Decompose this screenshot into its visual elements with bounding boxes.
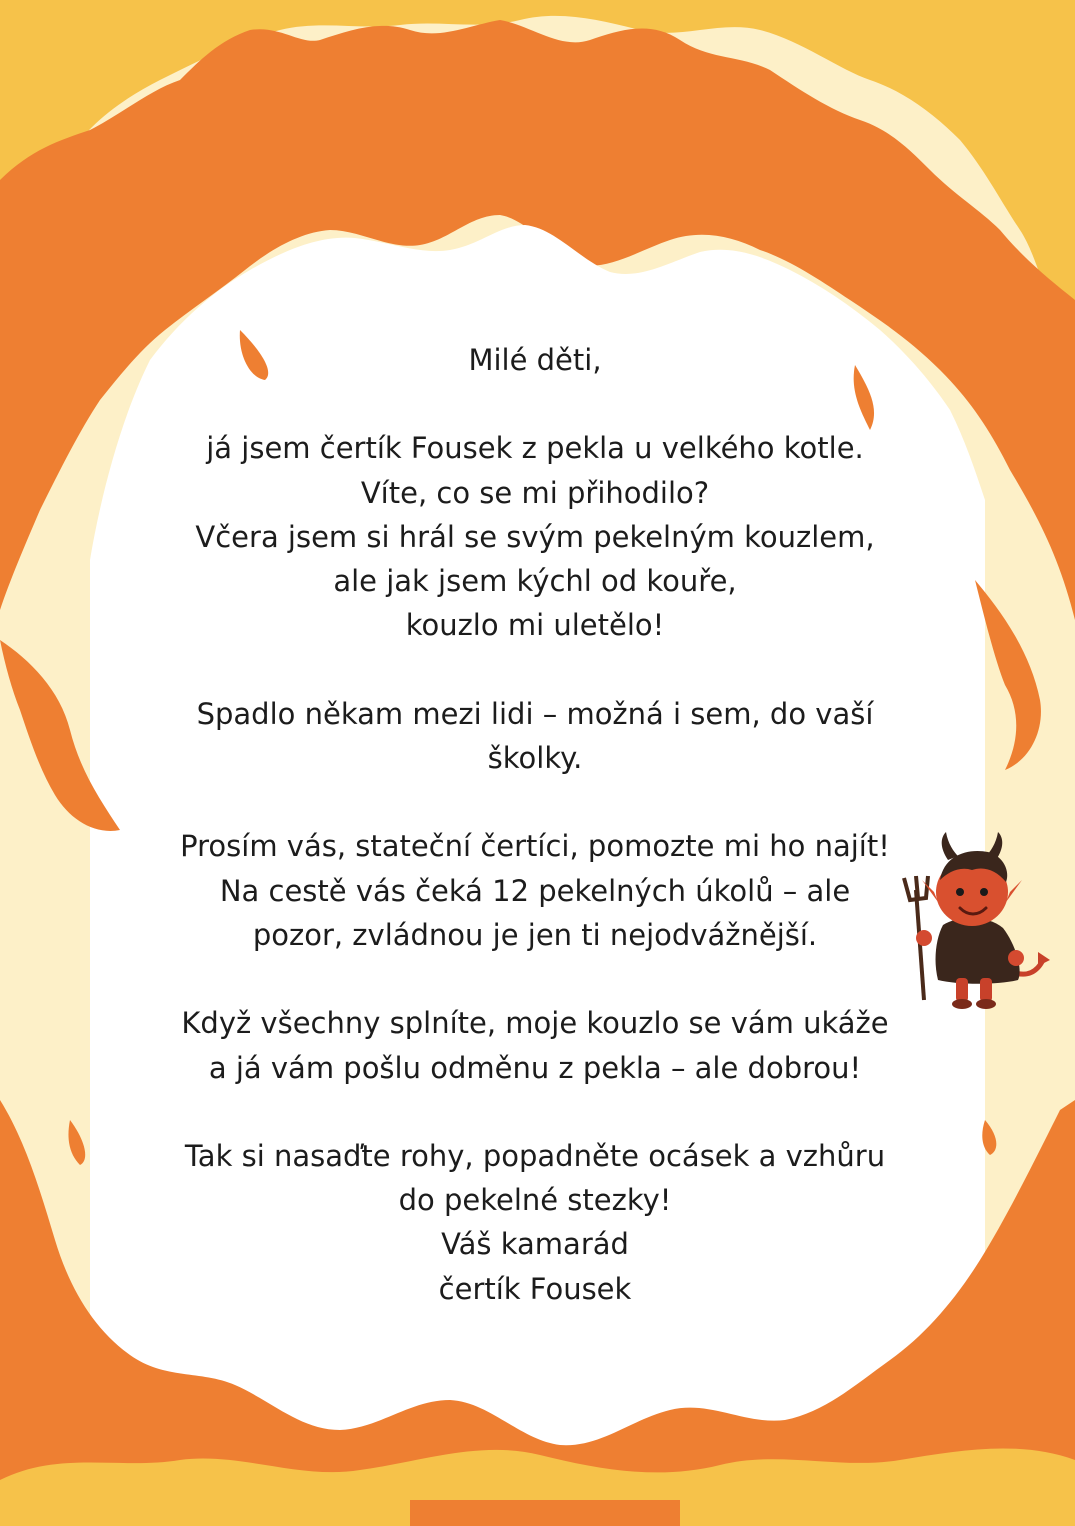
letter-line: ale jak jsem kýchl od kouře, (333, 564, 737, 599)
letter-line: kouzlo mi uletělo! (405, 608, 665, 643)
letter-line: já jsem čertík Fousek z pekla u velkého kotle. (206, 431, 864, 466)
devil-with-trident-icon (888, 820, 1060, 1015)
letter-line: Tak si nasaďte rohy, popadněte ocásek a vzhůru (184, 1138, 886, 1173)
letter-line: Víte, co se mi přihodilo? (360, 475, 710, 510)
signature-name: čertík Fousek (438, 1271, 632, 1306)
signature-line: Váš kamarád (441, 1227, 629, 1262)
letter-line: školky. (487, 741, 583, 776)
letter-line: Spadlo někam mezi lidi – možná i sem, do vaší (196, 696, 874, 731)
letter-line: Prosím vás, stateční čertíci, pomozte mi ho najít! (180, 829, 890, 864)
letter-line: pozor, zvládnou je jen ti nejodvážnější. (252, 917, 818, 952)
letter-line: do pekelné stezky! (398, 1183, 672, 1218)
letter-line: Když všechny splníte, moje kouzlo se vám ukáže (181, 1006, 889, 1041)
greeting: Milé děti, (468, 343, 602, 377)
letter-line: Včera jsem si hrál se svým pekelným kouzlem, (195, 519, 875, 554)
letter-line: Na cestě vás čeká 12 pekelných úkolů – ale (219, 873, 851, 908)
letter-text (150, 338, 920, 1311)
letter-line: a já vám pošlu odměnu z pekla – ale dobrou! (208, 1050, 862, 1085)
